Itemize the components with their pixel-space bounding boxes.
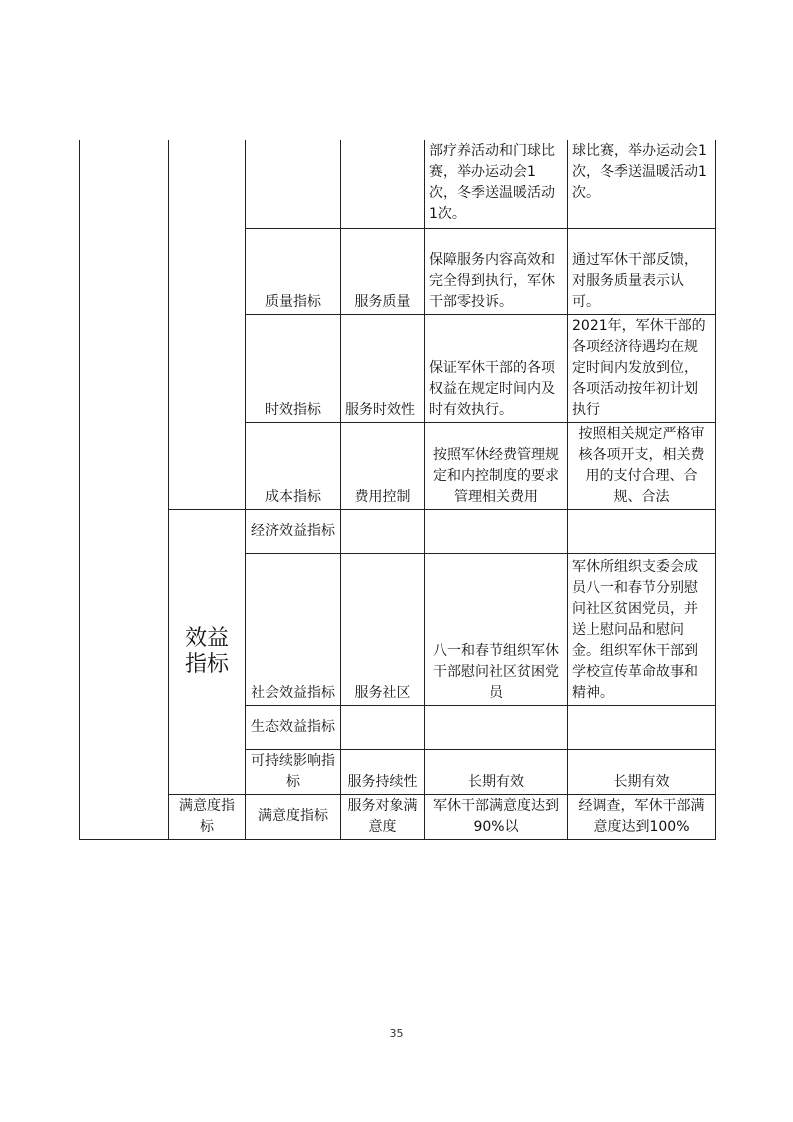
target-cell: 长期有效 xyxy=(425,749,568,794)
indicator2-cell xyxy=(246,140,341,228)
indicator2-cell: 可持续影响指标 xyxy=(246,749,341,794)
indicator3-cell: 费用控制 xyxy=(341,422,425,509)
benefit-indicator-label xyxy=(169,509,246,794)
indicator3-cell: 服务质量 xyxy=(341,228,425,314)
target-cell: 军休干部满意度达到90%以 xyxy=(425,794,568,839)
target-cell: 部疗养活动和门球比赛，举办运动会1次，冬季送温暖活动1次。 xyxy=(425,140,568,228)
performance-indicator-table xyxy=(79,140,716,840)
satisfaction-indicator-label: 满意度指标 xyxy=(169,794,246,839)
indicator3-cell: 服务持续性 xyxy=(341,749,425,794)
indicator2-cell: 时效指标 xyxy=(246,314,341,422)
actual-cell: 按照相关规定严格审核各项开支，相关费用的支付合理、合规、合法 xyxy=(568,422,716,509)
indicator2-cell: 社会效益指标 xyxy=(246,553,341,705)
benefit-indicator-text: 效益指标 xyxy=(185,625,230,677)
actual-cell xyxy=(568,509,716,553)
actual-cell: 军休所组织支委会成员八一和春节分别慰问社区贫困党员，并送上慰问品和慰问金。组织军休干部到学校宣传革命故事和精神。 xyxy=(568,553,716,705)
indicator3-cell: 服务社区 xyxy=(341,553,425,705)
table-row xyxy=(80,794,716,839)
target-cell: 保障服务内容高效和完全得到执行，军休干部零投诉。 xyxy=(425,228,568,314)
indicator2-cell: 生态效益指标 xyxy=(246,705,341,749)
indicator2-cell: 满意度指标 xyxy=(246,794,341,839)
output-indicator-cell xyxy=(169,140,246,509)
actual-cell xyxy=(568,705,716,749)
actual-cell: 2021年，军休干部的各项经济待遇均在规定时间内发放到位，各项活动按年初计划执行 xyxy=(568,314,716,422)
target-cell: 按照军休经费管理规定和内控制度的要求管理相关费用 xyxy=(425,422,568,509)
actual-cell: 球比赛，举办运动会1次，冬季送温暖活动1次。 xyxy=(568,140,716,228)
table-row xyxy=(80,509,716,553)
indicator2-cell: 质量指标 xyxy=(246,228,341,314)
actual-cell: 长期有效 xyxy=(568,749,716,794)
indicator3-cell xyxy=(341,705,425,749)
outer-margin-cell xyxy=(80,140,169,839)
target-cell xyxy=(425,509,568,553)
indicator2-cell: 经济效益指标 xyxy=(246,509,341,553)
indicator3-cell: 服务对象满意度 xyxy=(341,794,425,839)
actual-cell: 通过军休干部反馈，对服务质量表示认可。 xyxy=(568,228,716,314)
target-cell xyxy=(425,705,568,749)
target-cell: 保证军休干部的各项权益在规定时间内及时有效执行。 xyxy=(425,314,568,422)
target-cell: 八一和春节组织军休干部慰问社区贫困党员 xyxy=(425,553,568,705)
table-row xyxy=(80,140,716,228)
actual-cell: 经调查，军休干部满意度达到100% xyxy=(568,794,716,839)
indicator3-cell xyxy=(341,140,425,228)
indicator3-cell xyxy=(341,509,425,553)
indicator3-cell: 服务时效性 xyxy=(341,314,425,422)
page-number: 35 xyxy=(389,1027,404,1040)
indicator2-cell: 成本指标 xyxy=(246,422,341,509)
